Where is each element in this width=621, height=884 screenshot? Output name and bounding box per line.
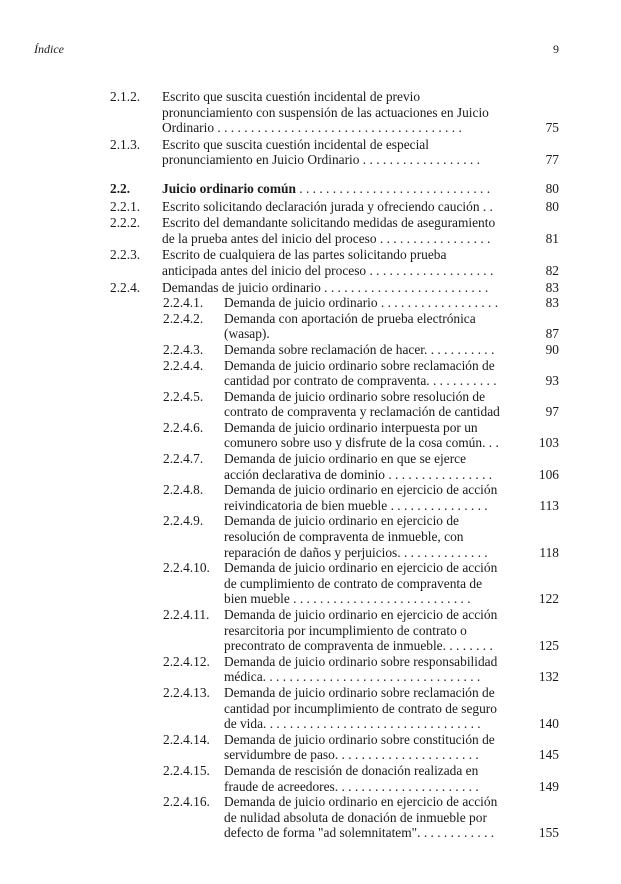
toc-entry-title-line: pronunciamiento con suspensión de las actuaciones en Juicio xyxy=(162,104,489,120)
toc-entry-page: 132 xyxy=(538,669,559,685)
toc-entry-page: 80 xyxy=(545,198,559,214)
toc-entry-title xyxy=(224,295,510,311)
toc-entry[interactable] xyxy=(0,181,621,197)
toc-entry-title-line: resarcitoria por incumplimiento de contrato o xyxy=(224,622,467,638)
toc-entry-title-line: Demanda de juicio ordinario en ejercicio de acción xyxy=(224,482,498,498)
toc-entry-number: 2.2.3. xyxy=(110,247,141,263)
toc-entry[interactable] xyxy=(0,280,621,296)
toc-entry-page: 83 xyxy=(545,295,559,311)
toc-entry-number: 2.2.4.7. xyxy=(163,451,204,467)
toc-entry-title-line: precontrato de compraventa de inmueble. . . . . . . . xyxy=(224,638,493,654)
toc-entry-number: 2.2.4.8. xyxy=(163,482,204,498)
toc-entry-page: 83 xyxy=(545,279,559,295)
toc-entry-title-line: Demanda de juicio ordinario interpuesta por un xyxy=(224,419,478,435)
toc-entry-title xyxy=(224,607,510,654)
toc-entry-title-line: Demandas de juicio ordinario . . . . . . . . . . . . . . . . . . . . . . . . . xyxy=(162,279,489,295)
toc-entry-page: 82 xyxy=(545,262,559,278)
toc-entry-title-line: pronunciamiento en Juicio Ordinario . . . . . . . . . . . . . . . . . . xyxy=(162,152,480,168)
toc-entry-title-line: (wasap). xyxy=(224,326,270,342)
toc-entry-number: 2.2.4.5. xyxy=(163,388,204,404)
toc-entry-page: 80 xyxy=(545,180,559,196)
toc-entry-page: 118 xyxy=(539,544,559,560)
toc-entry-number: 2.2.4.4. xyxy=(163,357,204,373)
toc-entry-title-line: Demanda con aportación de prueba electrónica xyxy=(224,310,476,326)
toc-entry-title-line: Escrito de cualquiera de las partes solicitando prueba xyxy=(162,247,447,263)
toc-entry[interactable] xyxy=(0,358,621,389)
toc-entry-title xyxy=(224,451,510,482)
toc-entry-number: 2.2.4. xyxy=(110,279,141,295)
toc-entry-number: 2.2.2. xyxy=(110,215,141,231)
toc-entry-title-line: Escrito que suscita cuestión incidental de especial xyxy=(162,136,429,152)
toc-entry[interactable] xyxy=(0,685,621,732)
toc-entry-title xyxy=(224,358,510,389)
toc-entry-title-line: Ordinario . . . . . . . . . . . . . . . . . . . . . . . . . . . . . . . . . . . . . xyxy=(162,120,462,136)
toc-entry-title-line: cantidad por incumplimiento de contrato de seguro xyxy=(224,700,497,716)
toc-entry-title-line: reparación de daños y perjuicios. . . . . . . . . . . . . . xyxy=(224,544,488,560)
toc-entry-page: 155 xyxy=(538,825,559,841)
toc-entry-number: 2.2.4.11. xyxy=(163,607,210,623)
toc-entry-page: 122 xyxy=(538,591,559,607)
toc-entry[interactable] xyxy=(0,89,621,136)
toc-entry-title xyxy=(162,181,510,197)
toc-entry-title-line: de vida. . . . . . . . . . . . . . . . . . . . . . . . . . . . . . . . . xyxy=(224,716,481,732)
toc-entry-title-line: reivindicatoria de bien mueble . . . . . . . . . . . . . . . xyxy=(224,497,488,513)
toc-entry-title xyxy=(224,685,510,732)
toc-entry[interactable] xyxy=(0,247,621,278)
toc-entry-page: 90 xyxy=(545,341,559,357)
toc-entry[interactable] xyxy=(0,513,621,560)
toc-entry-title xyxy=(224,654,510,685)
toc-entry-title-line: médica. . . . . . . . . . . . . . . . . . . . . . . . . . . . . . . . . xyxy=(224,669,481,685)
toc-entry-title-line: cantidad por contrato de compraventa. . . . . . . . . . . xyxy=(224,373,497,389)
running-header xyxy=(34,42,559,57)
toc-entry-title-line: Demanda de rescisión de donación realizada en xyxy=(224,763,479,779)
toc-entry[interactable] xyxy=(0,451,621,482)
toc-entry-title-line: resolución de compraventa de inmueble, con xyxy=(224,529,464,545)
toc-entry-title-line: Demanda de juicio ordinario sobre reclamación de xyxy=(224,685,495,701)
toc-entry[interactable] xyxy=(0,199,621,215)
toc-entry-title xyxy=(162,199,510,215)
toc-entry-title-line: Juicio ordinario común . . . . . . . . . . . . . . . . . . . . . . . . . . . . . xyxy=(162,180,491,196)
toc-entry-title-line: Demanda de juicio ordinario en ejercicio de acción xyxy=(224,794,498,810)
toc-entry-title-line: bien mueble . . . . . . . . . . . . . . . . . . . . . . . . . . . xyxy=(224,591,471,607)
toc-entry-page: 103 xyxy=(538,435,559,451)
toc-entry-title-line: Demanda de juicio ordinario sobre reclamación de xyxy=(224,357,495,373)
toc-entry-title-line: de la prueba antes del inicio del proceso . . . . . . . . . . . . . . . . . xyxy=(162,230,491,246)
toc-entry-number: 2.2.4.13. xyxy=(163,685,210,701)
toc-entry-title-line: Escrito solicitando declaración jurada y ofreciendo caución . . xyxy=(162,198,493,214)
toc-entry-title-line: Demanda de juicio ordinario . . . . . . . . . . . . . . . . . . xyxy=(224,295,499,311)
toc-entry-title xyxy=(224,732,510,763)
toc-entry-page: 87 xyxy=(545,326,559,342)
toc-entry-number: 2.2.4.12. xyxy=(163,653,210,669)
page-number: 9 xyxy=(553,42,559,56)
toc-entry[interactable] xyxy=(0,295,621,311)
toc-entry-title-line: Demanda de juicio ordinario en ejercicio de xyxy=(224,513,459,529)
toc-entry-title xyxy=(224,513,510,560)
toc-entry-page: 140 xyxy=(538,716,559,732)
toc-entry-title xyxy=(162,215,510,246)
toc-entry[interactable] xyxy=(0,137,621,168)
toc-entry-page: 125 xyxy=(538,638,559,654)
toc-entry-title xyxy=(224,794,510,841)
toc-entry[interactable] xyxy=(0,311,621,342)
toc-entry-title-line: Demanda de juicio ordinario en que se ejerce xyxy=(224,451,467,467)
toc-entry-title-line: Demanda de juicio ordinario sobre resolución de xyxy=(224,388,486,404)
toc-entry-title-line: contrato de compraventa y reclamación de cantidad xyxy=(224,404,500,420)
toc-entry-title-line: Demanda de juicio ordinario sobre constitución de xyxy=(224,731,495,747)
toc-entry-page: 149 xyxy=(538,778,559,794)
toc-entry-title xyxy=(224,342,510,358)
toc-entry-page: 75 xyxy=(545,120,559,136)
toc-entry-page: 77 xyxy=(545,152,559,168)
toc-entry-title-line: acción declarativa de dominio . . . . . . . . . . . . . . . . xyxy=(224,466,493,482)
toc-entry-title-line: Escrito del demandante solicitando medidas de aseguramiento xyxy=(162,215,496,231)
running-header-title: Índice xyxy=(34,42,64,56)
toc-entry-number: 2.2.4.16. xyxy=(163,794,210,810)
toc-entry-title-line: anticipada antes del inicio del proceso . . . . . . . . . . . . . . . . . . . xyxy=(162,262,494,278)
toc-entry-number: 2.2. xyxy=(110,180,131,196)
toc-entry-title xyxy=(224,389,510,420)
toc-entry-page: 81 xyxy=(545,230,559,246)
toc-entry[interactable] xyxy=(0,732,621,763)
toc-entry-title-line: Demanda de juicio ordinario sobre responsabilidad xyxy=(224,653,498,669)
toc-entry-page: 106 xyxy=(538,466,559,482)
toc-entry[interactable] xyxy=(0,482,621,513)
toc-entry-title-line: Demanda de juicio ordinario en ejercicio de acción xyxy=(224,607,498,623)
toc-entry-number: 2.2.4.10. xyxy=(163,560,210,576)
toc-entry-title-line: fraude de acreedores. . . . . . . . . . . . . . . . . . . . . . xyxy=(224,778,479,794)
toc-entry-number: 2.2.4.9. xyxy=(163,513,204,529)
toc-entry[interactable] xyxy=(0,763,621,794)
toc-entry-number: 2.2.4.6. xyxy=(163,419,204,435)
toc-entry-title xyxy=(224,482,510,513)
toc-entry-number: 2.1.3. xyxy=(110,136,141,152)
toc-entry[interactable] xyxy=(0,654,621,685)
toc-entry-title xyxy=(162,280,510,296)
toc-entry-title-line: Escrito que suscita cuestión incidental de previo xyxy=(162,89,421,104)
toc-entry-number: 2.2.4.3. xyxy=(163,341,204,357)
toc-entry[interactable] xyxy=(0,794,621,841)
toc-entry-number: 2.1.2. xyxy=(110,89,141,104)
toc-entry-number: 2.2.4.2. xyxy=(163,310,204,326)
toc-entry-title xyxy=(224,763,510,794)
toc-entry[interactable] xyxy=(0,389,621,420)
toc-entry[interactable] xyxy=(0,420,621,451)
toc-entry-title xyxy=(162,89,510,136)
toc-entry-number: 2.2.1. xyxy=(110,198,141,214)
toc-entry-page: 113 xyxy=(539,497,559,513)
toc-entry-page: 145 xyxy=(538,747,559,763)
toc-entry-title xyxy=(224,311,510,342)
toc-entry-number: 2.2.4.15. xyxy=(163,763,210,779)
toc-entry[interactable] xyxy=(0,342,621,358)
toc-entry-number: 2.2.4.1. xyxy=(163,295,204,311)
toc-entry-title xyxy=(162,247,510,278)
toc-entry-title-line: Demanda de juicio ordinario en ejercicio de acción xyxy=(224,560,498,576)
toc-entry-page: 93 xyxy=(545,373,559,389)
toc-entry-title-line: de nulidad absoluta de donación de inmueble por xyxy=(224,809,487,825)
toc-entry-title xyxy=(224,560,510,607)
toc-entry-title xyxy=(162,137,510,168)
toc-entry[interactable] xyxy=(0,560,621,607)
toc-entry[interactable] xyxy=(0,607,621,654)
toc-entry[interactable] xyxy=(0,215,621,246)
toc-entry-page: 97 xyxy=(545,404,559,420)
toc-entry-title-line: Demanda sobre reclamación de hacer. . . . . . . . . . . xyxy=(224,341,495,357)
table-of-contents xyxy=(0,89,621,841)
toc-entry-title-line: comunero sobre uso y disfrute de la cosa común. . . xyxy=(224,435,499,451)
toc-entry-title xyxy=(224,420,510,451)
toc-entry-title-line: defecto de forma "ad solemnitatem". . . . . . . . . . . . xyxy=(224,825,495,841)
toc-entry-title-line: servidumbre de paso. . . . . . . . . . . . . . . . . . . . . . xyxy=(224,747,479,763)
toc-entry-number: 2.2.4.14. xyxy=(163,731,210,747)
toc-entry-title-line: de cumplimiento de contrato de compraventa de xyxy=(224,575,483,591)
